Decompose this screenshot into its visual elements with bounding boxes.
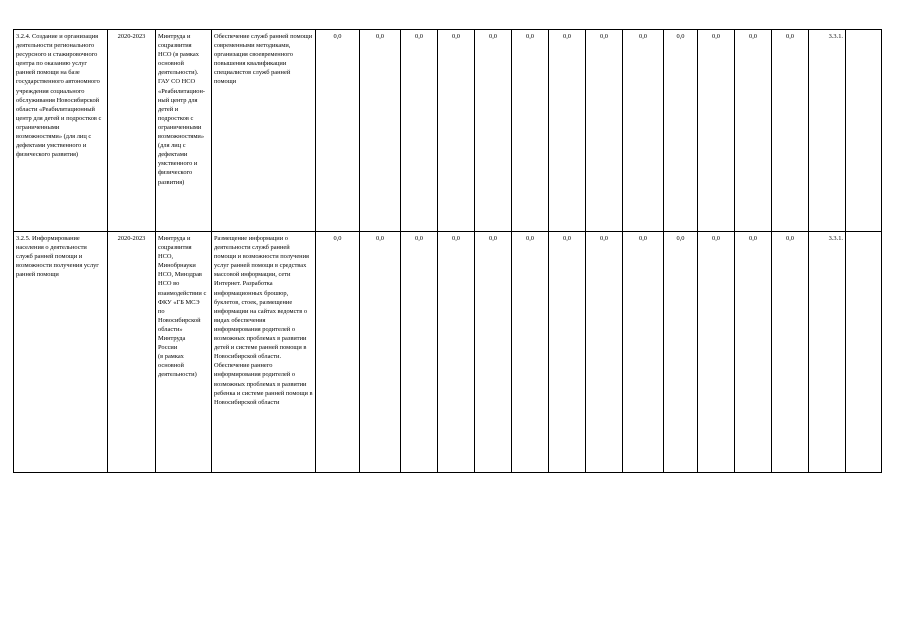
value-cell: 0,0 [623, 30, 664, 232]
value-cell: 0,0 [438, 30, 475, 232]
value-cell: 0,0 [623, 232, 664, 473]
value-cell: 0,0 [475, 30, 512, 232]
expected-result-cell: Обеспечение служб ранней помощи современными методиками, организация своевременного повышения квалификации специалистов служб ранней помощи [212, 30, 316, 232]
value-cell: 0,0 [549, 232, 586, 473]
spacer-cell [846, 30, 882, 232]
value-cell: 0,0 [360, 232, 401, 473]
value-cell: 0,0 [735, 232, 772, 473]
executor-cell: Минтруда и соцразвития НСО (в рамках основной деятельности). ГАУ СО НСО «Реабилитацион- ный центр для детей и подростков с ограниченными возможностями» (для лиц с дефектами умственного и физического развития) [156, 30, 212, 232]
activity-name-cell: 3.2.5. Информирование населения о деятельности служб ранней помощи и возможности получения услуг ранней помощи [14, 232, 108, 473]
value-cell: 0,0 [772, 232, 809, 473]
expected-result-cell: Размещение информации о деятельности служб ранней помощи и возможности получения услуг ранней помощи в средствах массовой информации, сети Интернет. Разработка информационных брошюр, буклетов, стоек, размещение информации на сайтах ведомств о видах обеспечения информирования родителей о возможных проблемах в развитии детей и системе ранней помощи в Новосибирской области. Обеспечение раннего информирования родителей о возможных проблемах в развитии ребенка и системе ранней помощи в Новосибирской области [212, 232, 316, 473]
value-cell: 0,0 [401, 232, 438, 473]
table-row [14, 232, 882, 473]
value-cell: 0,0 [772, 30, 809, 232]
value-cell: 0,0 [316, 30, 360, 232]
value-cell: 0,0 [512, 30, 549, 232]
value-cell: 0,0 [664, 232, 698, 473]
value-cell: 0,0 [549, 30, 586, 232]
value-cell: 0,0 [698, 232, 735, 473]
value-cell: 0,0 [512, 232, 549, 473]
program-activities-table [13, 29, 882, 473]
value-cell: 0,0 [586, 232, 623, 473]
activity-name-cell: 3.2.4. Создание и организация деятельности регионального ресурсного и стажировочного центра по оказанию услуг ранней помощи на базе государственного автономного учреждения социального обслуживания Новосибирской области «Реабилитационный центр для детей и подростков с ограниченными возможностями» (для лиц с дефектами умственного и физического развития) [14, 30, 108, 232]
value-cell: 0,0 [664, 30, 698, 232]
target-indicator-ref-cell: 3.3.1. [809, 232, 846, 473]
table-row [14, 30, 882, 232]
target-indicator-ref-cell: 3.3.1. [809, 30, 846, 232]
value-cell: 0,0 [401, 30, 438, 232]
period-cell: 2020-2023 [108, 30, 156, 232]
period-cell: 2020-2023 [108, 232, 156, 473]
value-cell: 0,0 [475, 232, 512, 473]
value-cell: 0,0 [360, 30, 401, 232]
value-cell: 0,0 [735, 30, 772, 232]
spacer-cell [846, 232, 882, 473]
value-cell: 0,0 [438, 232, 475, 473]
value-cell: 0,0 [698, 30, 735, 232]
executor-cell: Минтруда и соцразвития НСО, Минобрнауки НСО, Минздрав НСО во взаимодействии с ФКУ «ГБ МСЭ по Новосибирской области» Минтруда России (в рамках основной деятельности) [156, 232, 212, 473]
value-cell: 0,0 [316, 232, 360, 473]
value-cell: 0,0 [586, 30, 623, 232]
